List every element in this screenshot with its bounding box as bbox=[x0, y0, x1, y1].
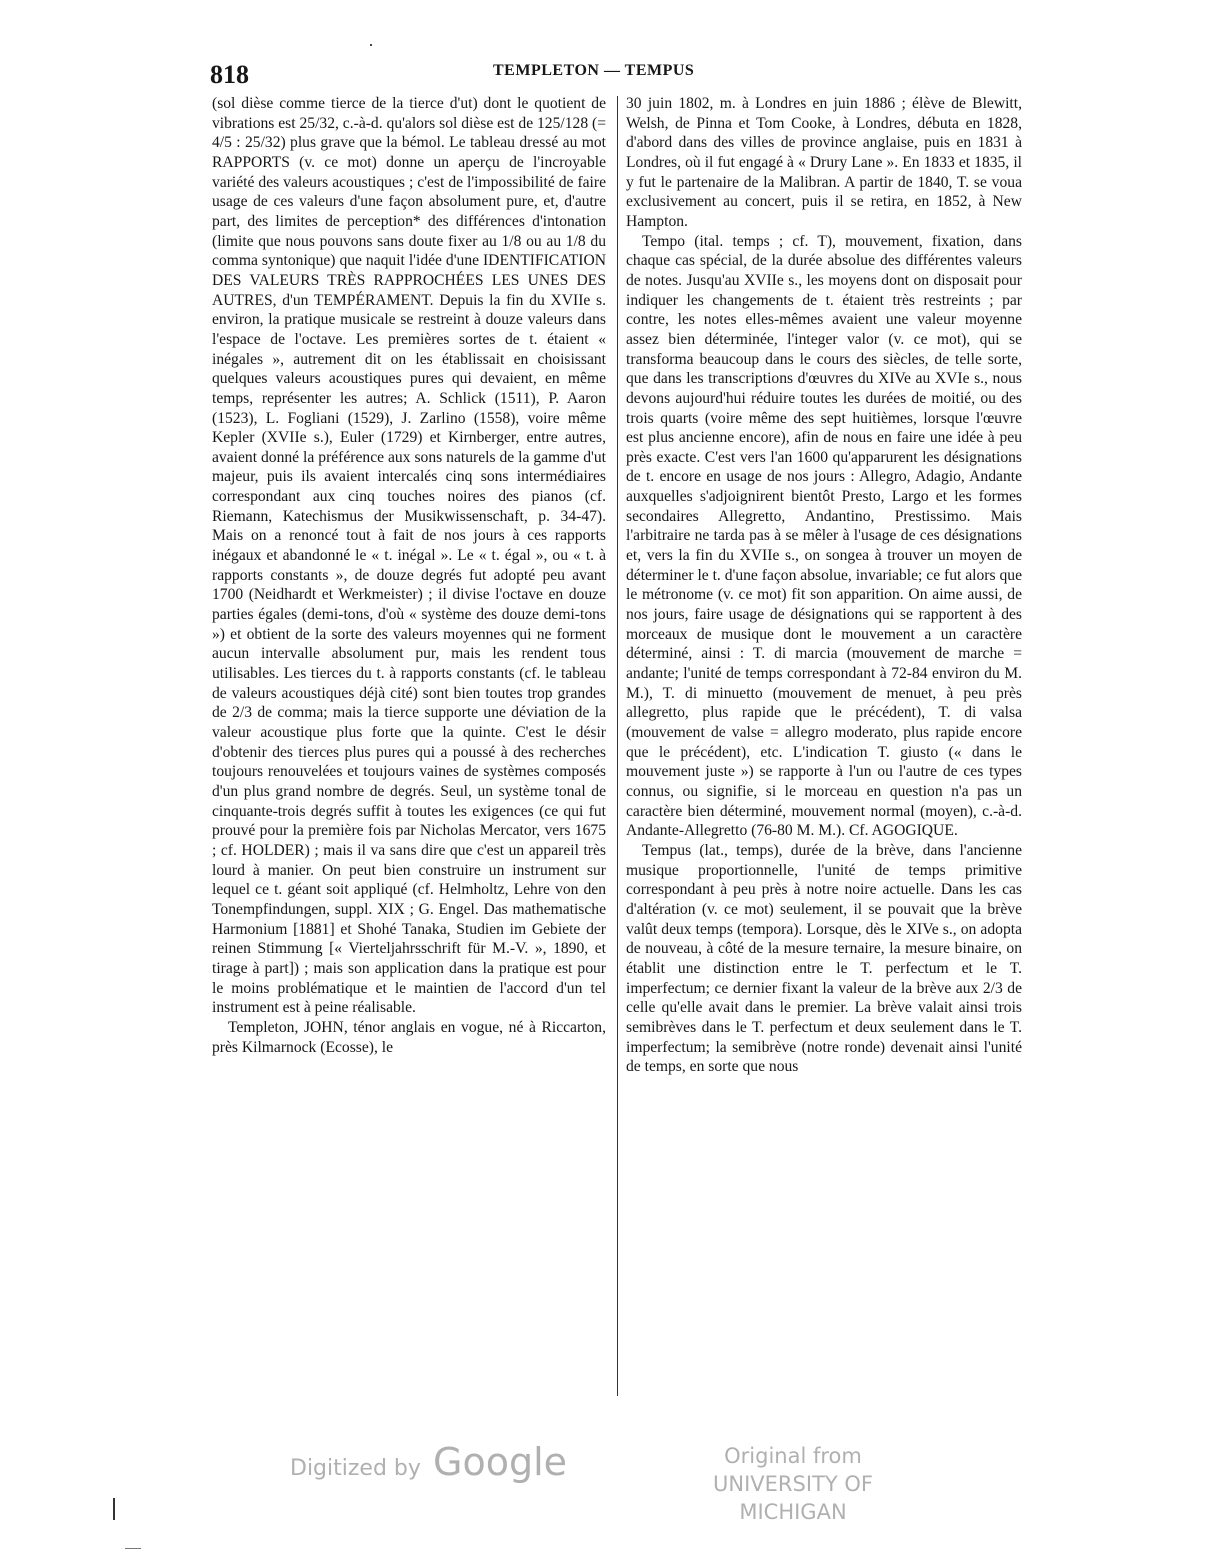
body-paragraph: (sol dièse comme tierce de la tierce d'ut) dont le quotient de vibrations est 25/32, c.-à-d. qu'alors sol dièse est de 125/128 (= 4/5 : 25/32) plus grave que la bémol. Le tableau dressé au mot RAPPORTS (v. ce mot) donne un aperçu de l'incroyable variété des valeurs acoustiques ; c'est de l'impossibilité de faire usage de ces valeurs d'une façon absolument pure, et, d'autre part, des limites de perception* des différences d'intonation (limite que nous pouvons sans doute fixer au 1/8 ou au 1/8 du comma syntonique) que naquit l'idée d'une IDENTIFICATION DES VALEURS TRÈS RAPPROCHÉES LES UNES DES AUTRES, d'un TEMPÉRAMENT. Depuis la fin du XVIIe s. environ, la pratique musicale se restreint à douze valeurs dans l'espace de l'octave. Les premières sortes de t. étaient « inégales », autrement dit on les établissait en choisissant quelques valeurs acoustiques pures qui devaient, en même temps, représenter les autres; A. Schlick (1511), P. Aaron (1523), L. Fogliani (1529), J. Zarlino (1558), voire même Kepler (XVIIe s.), Euler (1729) et Kirnberger, entre autres, avaient donné la préférence aux sons naturels de la gamme d'ut majeur, puis ils avaient intercalés cinq sons intermédiaires correspondant aux cinq touches noires des pianos (cf. Riemann, Katechismus der Musikwissenschaft, p. 34-47). Mais on a renoncé tout à fait de nos jours à ces rapports inégaux et abandonné le « t. inégal ». Le « t. égal », ou « t. à rapports constants », de douze degrés fut adopté peu avant 1700 (Neidhardt et Werkmeister) ; il divise l'octave en douze parties égales (demi-tons, d'où « système des douze demi-tons ») et obtient de la sorte des valeurs moyennes qui ne forment aucun intervalle absolument pur, mais les rendent tous utilisables. Les tierces du t. à rapports constants (cf. le tableau de valeurs acoustiques déjà cité) sont bien toutes trop grandes de 2/3 de comma; mais la tierce supporte une déviation de la valeur acoustique plus forte que la quinte. C'est le désir d'obtenir des tierces plus pures qui a poussé à des recherches toujours renouvelées et toujours vaines de systèmes composés d'un plus grand nombre de degrés. Seul, un système tonal de cinquante-trois degrés suffit à toutes les exigences (ce qui fut prouvé pour la première fois par Nicholas Mercator, vers 1675 ; cf. HOLDER) ; mais il va sans dire que c'est un appareil très lourd à manier. On peut bien construire un instrument sur lequel ce t. géant soit appliqué (cf. Helmholtz, Lehre von den Tonempfindungen, suppl. XIX ; G. Engel. Das mathematische Harmonium [1881] et Shohé Tanaka, Studien im Gebiete der reinen Stimmung [« Vierteljahrsschrift für M.-V. », 1890, et tirage à part]) ; mais son application dans la pratique est pour le moins problématique et le maintien de l'accord d'un tel instrument est à peine réalisable. bbox=[212, 95, 607, 1017]
column-divider bbox=[617, 96, 618, 1396]
left-column bbox=[212, 94, 606, 1057]
digitized-by-google-watermark bbox=[290, 1440, 567, 1484]
scan-margin-mark bbox=[113, 1498, 115, 1520]
page-number: 818 bbox=[210, 60, 249, 89]
scan-margin-dash bbox=[125, 1548, 141, 1549]
entry-tempo: Tempo (ital. temps ; cf. T), mouvement, fixation, dans chaque cas spécial, de la durée absolue des différentes valeurs de notes. Jusqu'au XVIIe s., les moyens dont on disposait pour indiquer les changements de t. étaient très restreints ; par contre, les notes elles-mêmes avaient une valeur moyenne assez bien déterminée, l'integer valor (v. ce mot), qui se transforma beaucoup dans le cours des siècles, de telle sorte, que dans les transcriptions d'œuvres du XIVe au XVIe s., nous devons aujourd'hui réduire toutes les durées de moitié, ou des trois quarts (voire même des sept huitièmes, lorsque l'œuvre est plus ancienne encore), afin de nous en faire une idée à peu près exacte. C'est vers l'an 1600 qu'apparurent les désignations de t. encore en usage de nos jours : Allegro, Adagio, Andante auxquelles s'adjoignirent bientôt Presto, Largo et les formes secondaires Allegretto, Andantino, Prestissimo. Mais l'arbitraire ne tarda pas à se mêler à l'usage de ces désignations et, vers la fin du XVIIe s., on songea à trouver un moyen de déterminer le t. d'une façon absolue, invariable; ce fut alors que le métronome (v. ce mot) fit son apparition. On aime aussi, de nos jours, faire usage de désignations qui se rapportent à des morceaux de musique dont le mouvement a un caractère déterminé, ainsi : T. di marcia (mouvement de marche = andante; l'unité de temps correspondant à 72-84 environ du M. M.), T. di minuetto (mouvement de menuet, à peu près allegretto, plus rapide que le précédent), T. di valsa (mouvement de valse = allegro moderato, plus rapide encore que le précédent), etc. L'indication T. giusto (« dans le mouvement juste ») se rapporte à l'un ou l'autre de ces types connus, ou signifie, si le morceau en question n'a pas un caractère bien déterminé, mouvement normal (moyen), c.-à-d. Andante-Allegretto (76-80 M. M.). Cf. AGOGIQUE. bbox=[626, 232, 1022, 840]
digitized-by-label: Digitized by bbox=[290, 1456, 421, 1481]
body-paragraph: 30 juin 1802, m. à Londres en juin 1886 ; élève de Blewitt, Welsh, de Pinna et Tom Cooke, à Londres, débuta en 1828, d'abord dans des villes de province anglaise, puis en 1831 à Londres, où il fut engagé à « Drury Lane ». En 1833 et 1835, il y fut le partenaire de la Malibran. A partir de 1840, T. se voua exclusivement au concert, puis il se retira, en 1852, à New Hampton. bbox=[626, 95, 1022, 230]
running-head: TEMPLETON — TEMPUS bbox=[493, 62, 695, 79]
scan-speck bbox=[370, 44, 372, 46]
original-from-label: Original from bbox=[724, 1444, 862, 1468]
university-label: UNIVERSITY OF MICHIGAN bbox=[713, 1472, 873, 1524]
entry-templeton: Templeton, JOHN, ténor anglais en vogue, né à Riccarton, près Kilmarnock (Ecosse), le bbox=[212, 1018, 606, 1056]
entry-tempus: Tempus (lat., temps), durée de la brève, dans l'ancienne musique proportionnelle, l'unité de temps primitive correspondant à peu près à notre noire actuelle. Dans les cas d'altération (v. ce mot) seulement, il se pouvait que la brève valût deux temps (tempora). Lorsque, dès le XIVe s., on adopta de nouveau, à côté de la mesure ternaire, la mesure binaire, on établit une distinction entre le T. perfectum et le T. imperfectum; ce dernier fixant la valeur de la brève aux 2/3 de celle qu'elle avait dans le premier. La brève valait ainsi trois semibrèves dans le T. perfectum et deux seulement dans le T. imperfectum; la semibrève (notre ronde) devenait ainsi l'unité de temps, en sorte que nous bbox=[626, 841, 1022, 1076]
original-from-watermark bbox=[668, 1442, 918, 1526]
google-logo-text: Google bbox=[433, 1440, 568, 1484]
right-column bbox=[626, 94, 1022, 1077]
